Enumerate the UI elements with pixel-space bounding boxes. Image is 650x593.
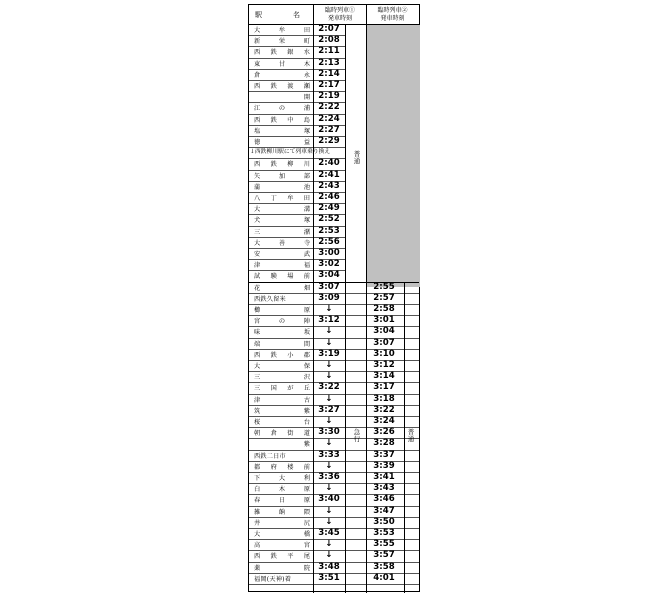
train2-time: 3:07 bbox=[373, 337, 395, 348]
train1-time: 3:36 bbox=[318, 472, 340, 482]
station-name: 西鉄久留米 bbox=[254, 295, 286, 303]
train2-time: 3:47 bbox=[373, 505, 395, 516]
train2-time: 3:12 bbox=[373, 360, 395, 370]
train2-time: 2:58 bbox=[373, 304, 395, 314]
station-name: 犬 塚 bbox=[254, 217, 310, 225]
station-row bbox=[249, 80, 419, 91]
train1-time: 2:17 bbox=[318, 80, 340, 90]
train1-time: 2:43 bbox=[318, 180, 340, 191]
train2-time: 3:37 bbox=[373, 449, 395, 460]
train1-time: 2:29 bbox=[318, 136, 340, 146]
station-row bbox=[249, 293, 419, 304]
train1-time: 2:41 bbox=[318, 169, 340, 180]
header-train2-sub: 発車時刻 bbox=[380, 14, 405, 22]
station-row bbox=[249, 371, 419, 382]
station-row bbox=[249, 181, 419, 192]
station-row bbox=[249, 158, 419, 169]
station-row bbox=[249, 69, 419, 80]
train2-time: 3:01 bbox=[373, 315, 395, 326]
station-name: 津 福 bbox=[254, 262, 310, 270]
station-name: 櫛 原 bbox=[254, 307, 310, 315]
station-name: 大 保 bbox=[254, 363, 310, 371]
train1-time: 2:19 bbox=[318, 91, 340, 102]
train2-time: 2:57 bbox=[373, 292, 395, 303]
train1-time: 2:56 bbox=[318, 236, 340, 247]
station-row bbox=[249, 416, 419, 427]
train1-time: 3:33 bbox=[318, 449, 340, 460]
train2-time: 3:24 bbox=[373, 416, 395, 426]
train1-time: ↓ bbox=[325, 550, 333, 561]
station-name: 三 潴 bbox=[254, 228, 310, 236]
station-row bbox=[249, 35, 419, 46]
train1-time: ↓ bbox=[325, 438, 333, 449]
station-name: 西鉄二日市 bbox=[254, 452, 286, 460]
timetable bbox=[248, 4, 420, 592]
station-name: 朝 倉 街 道 bbox=[254, 430, 310, 438]
station-name: 西 鉄 柳 川 bbox=[254, 161, 310, 169]
station-row bbox=[249, 483, 419, 494]
station-name: 安 武 bbox=[254, 251, 310, 259]
train1-time: 3:45 bbox=[318, 528, 340, 538]
station-name: 福岡(天神)着 bbox=[254, 575, 292, 583]
header-station bbox=[249, 5, 314, 24]
station-name: 西 鉄 中 島 bbox=[254, 116, 310, 124]
station-row bbox=[249, 315, 419, 326]
train1-time: 2:13 bbox=[318, 57, 340, 68]
header-station-char: 名 bbox=[293, 10, 300, 19]
train2-time: 3:18 bbox=[373, 393, 395, 404]
transfer-note: ↓西鉄柳川駅にて列車乗り換え bbox=[250, 149, 331, 156]
station-row bbox=[249, 338, 419, 349]
station-row bbox=[249, 450, 419, 461]
station-row bbox=[249, 102, 419, 113]
station-row bbox=[249, 237, 419, 248]
train1-time: 3:04 bbox=[318, 270, 340, 281]
train1-time: 3:51 bbox=[318, 572, 340, 583]
station-row bbox=[249, 24, 419, 35]
station-name: 西 鉄 平 尾 bbox=[254, 553, 310, 561]
train2-time: 3:10 bbox=[373, 348, 395, 359]
station-row bbox=[249, 517, 419, 528]
header-station-char: 駅 bbox=[255, 10, 262, 19]
train2-time: 3:57 bbox=[373, 550, 395, 561]
header-train2 bbox=[366, 5, 419, 24]
station-row bbox=[249, 203, 419, 214]
station-name: 花 畑 bbox=[254, 284, 310, 292]
station-name: 江 の 浦 bbox=[254, 105, 310, 113]
train2-time: 3:43 bbox=[373, 483, 395, 494]
train1-time: 2:46 bbox=[318, 192, 340, 202]
station-name: 白 木 原 bbox=[254, 486, 310, 494]
station-row bbox=[249, 304, 419, 315]
train1-upper-type-label: 普通 bbox=[353, 150, 361, 166]
station-name: 津 古 bbox=[254, 396, 310, 404]
train1-time: 2:53 bbox=[318, 225, 340, 236]
train1-time: 2:52 bbox=[318, 214, 340, 225]
train1-time: 2:07 bbox=[318, 24, 340, 34]
train1-time: 2:40 bbox=[318, 158, 340, 169]
station-row bbox=[249, 270, 419, 281]
train1-time: 3:27 bbox=[318, 404, 340, 415]
header-train1-sub: 発車時刻 bbox=[327, 14, 352, 22]
station-row bbox=[249, 349, 419, 360]
header-train2-title: 臨時列車② bbox=[377, 6, 408, 14]
train2-time: 3:26 bbox=[373, 427, 395, 438]
station-name: 徳 益 bbox=[254, 139, 310, 147]
station-name: 矢 加 部 bbox=[254, 172, 310, 180]
train2-time: 3:17 bbox=[373, 382, 395, 393]
train1-time: 3:02 bbox=[318, 259, 340, 270]
station-row bbox=[249, 136, 419, 147]
train1-time: ↓ bbox=[325, 304, 333, 314]
station-row bbox=[249, 326, 419, 337]
station-name: 井 尻 bbox=[254, 519, 310, 527]
station-name: 三 沢 bbox=[254, 374, 310, 382]
station-row bbox=[249, 91, 419, 102]
station-name: 三 国 が 丘 bbox=[254, 385, 310, 393]
station-row bbox=[249, 58, 419, 69]
station-row bbox=[249, 427, 419, 438]
train2-time: 3:39 bbox=[373, 460, 395, 471]
station-name: 薬 院 bbox=[254, 564, 310, 572]
train2-time: 3:55 bbox=[373, 539, 395, 550]
station-row bbox=[249, 394, 419, 405]
station-row bbox=[249, 259, 419, 270]
header-train1 bbox=[314, 5, 366, 24]
station-name: 味 坂 bbox=[254, 329, 310, 337]
station-name: 八 丁 牟 田 bbox=[254, 195, 310, 203]
train1-time: 3:22 bbox=[318, 382, 340, 393]
station-name: 塩 塚 bbox=[254, 127, 310, 135]
train1-time: 2:27 bbox=[318, 124, 340, 135]
train1-time: ↓ bbox=[325, 393, 333, 404]
station-name: 東 甘 木 bbox=[254, 60, 310, 68]
station-row bbox=[249, 382, 419, 393]
train1-time: ↓ bbox=[325, 360, 333, 370]
train1-time: 3:40 bbox=[318, 494, 340, 505]
train1-time: ↓ bbox=[325, 460, 333, 471]
train1-time: 3:09 bbox=[318, 292, 340, 303]
station-name: 紫 bbox=[303, 441, 310, 449]
header-train1-title: 臨時列車① bbox=[324, 6, 355, 14]
train1-time: 2:24 bbox=[318, 113, 340, 124]
station-row bbox=[249, 494, 419, 505]
train1-time: 2:14 bbox=[318, 68, 340, 79]
station-row bbox=[249, 539, 419, 550]
station-row bbox=[249, 472, 419, 483]
station-row bbox=[249, 226, 419, 237]
train2-time: 3:22 bbox=[373, 404, 395, 415]
station-row bbox=[249, 114, 419, 125]
train1-lower-type-label: 急行 bbox=[353, 428, 361, 444]
station-name: 宮 の 陣 bbox=[254, 318, 310, 326]
station-name: 端 間 bbox=[254, 340, 310, 348]
station-row bbox=[249, 125, 419, 136]
row-divider bbox=[249, 584, 419, 585]
train1-time: ↓ bbox=[325, 516, 333, 527]
train1-time: 3:07 bbox=[318, 281, 340, 292]
station-name: 西 鉄 銀 水 bbox=[254, 49, 310, 57]
train2-time: 2:55 bbox=[373, 281, 395, 292]
train1-time: ↓ bbox=[325, 505, 333, 516]
train1-time: ↓ bbox=[325, 371, 333, 382]
train2-time: 3:28 bbox=[373, 438, 395, 449]
train1-time: 2:11 bbox=[318, 46, 340, 57]
station-name: 桜 台 bbox=[254, 419, 310, 427]
station-name: 大 善 寺 bbox=[254, 239, 310, 247]
station-row bbox=[249, 562, 419, 573]
train1-time: 3:19 bbox=[318, 348, 340, 359]
train2-time: 3:58 bbox=[373, 561, 395, 572]
train2-time: 4:01 bbox=[373, 572, 395, 583]
station-row bbox=[249, 405, 419, 416]
station-name: 新 栄 町 bbox=[254, 38, 310, 46]
station-name: 試 験 場 前 bbox=[254, 273, 310, 281]
station-name: 都 府 楼 前 bbox=[254, 463, 310, 471]
train1-time: ↓ bbox=[325, 326, 333, 337]
train1-time: 3:12 bbox=[318, 315, 340, 326]
train1-time: 2:22 bbox=[318, 102, 340, 113]
train2-time: 3:14 bbox=[373, 371, 395, 382]
station-name: 筑 紫 bbox=[254, 407, 310, 415]
station-row bbox=[249, 506, 419, 517]
train1-time: 2:49 bbox=[318, 203, 340, 214]
train2-time: 3:41 bbox=[373, 472, 395, 482]
station-name: 倉 永 bbox=[254, 71, 310, 79]
station-row bbox=[249, 360, 419, 371]
station-row bbox=[249, 528, 419, 539]
station-row bbox=[249, 248, 419, 259]
station-row bbox=[249, 192, 419, 203]
station-name: 大 牟 田 bbox=[254, 27, 310, 35]
station-name: 雑 餉 隈 bbox=[254, 508, 310, 516]
station-name: 開 bbox=[303, 94, 310, 102]
train1-time: ↓ bbox=[325, 416, 333, 426]
train2-time: 3:04 bbox=[373, 326, 395, 337]
station-row bbox=[249, 573, 419, 584]
station-name: 大 溝 bbox=[254, 206, 310, 214]
train2-time: 3:50 bbox=[373, 516, 395, 527]
station-name: 西 鉄 渡 瀬 bbox=[254, 83, 310, 91]
train1-time: ↓ bbox=[325, 539, 333, 550]
station-name: 春 日 原 bbox=[254, 497, 310, 505]
train1-time: ↓ bbox=[325, 337, 333, 348]
station-row bbox=[249, 438, 419, 449]
station-row bbox=[249, 550, 419, 561]
train1-time: 3:30 bbox=[318, 427, 340, 438]
train2-type-label: 普通 bbox=[407, 428, 415, 444]
train2-time: 3:46 bbox=[373, 494, 395, 505]
station-name: 西 鉄 小 郡 bbox=[254, 351, 310, 359]
station-name: 蒲 池 bbox=[254, 183, 310, 191]
train2-time: 3:53 bbox=[373, 528, 395, 538]
station-row bbox=[249, 46, 419, 57]
station-row bbox=[249, 170, 419, 181]
train1-time: 2:08 bbox=[318, 35, 340, 46]
train1-time: ↓ bbox=[325, 483, 333, 494]
station-row bbox=[249, 282, 419, 293]
station-name: 下 大 利 bbox=[254, 475, 310, 483]
station-row bbox=[249, 461, 419, 472]
train1-time: 3:48 bbox=[318, 561, 340, 572]
station-name: 大 橋 bbox=[254, 531, 310, 539]
train1-time: 3:00 bbox=[318, 248, 340, 258]
station-row bbox=[249, 214, 419, 225]
station-name: 高 宮 bbox=[254, 542, 310, 550]
